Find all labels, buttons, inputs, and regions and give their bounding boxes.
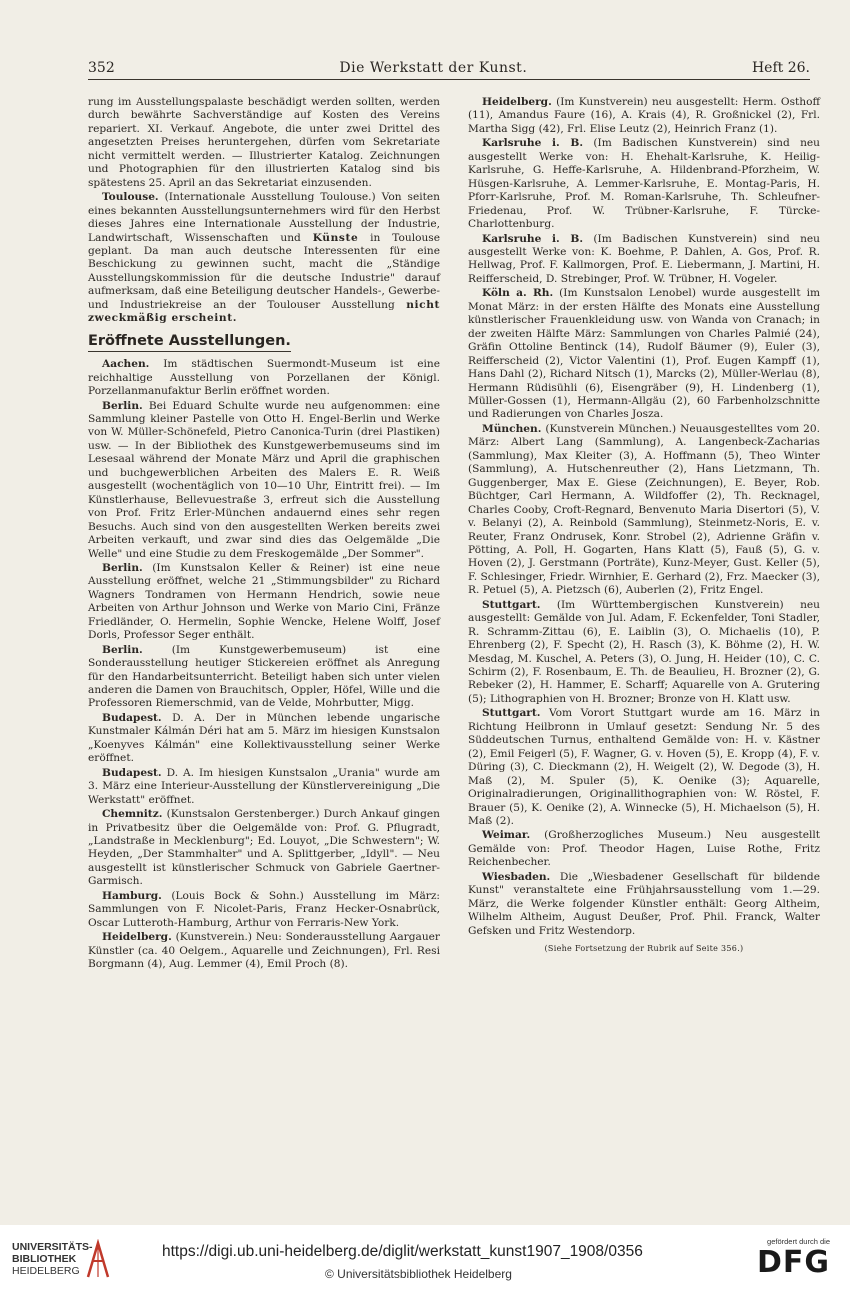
entry-stuttgart: Stuttgart. (Im Württembergischen Kunstverein) neu ausgestellt: Gemälde von Jul. Adam, F. Eckenfelder, Toni Stadler, R. Schramm-Zittau (6), E. Laiblin (3), O. Michaelis (10), P. Ehrenberg (2), F. Specht (2), H. Rasch (3), K. Böhme (2), H. W. Mesdag, M. Kuschel, A. Peters (3), O. Jung, H. Heider (10), C. C. Schirm (2), F. Rosenbaum, E. Th. de Beaulieu, H. Brozner (2), G. Rebeker (2), H. Hammer, E. Scharff; Aquarelle von A. Grutering (5); Lithographien von H. Brozner; Bronze von H. Klatt usw. (468, 598, 820, 705)
paragraph: rung im Ausstellungspalaste beschädigt werden sollten, werden durch bewährte Sachverständige auf Kosten des Vereins repariert. XI. Verkauf. Angebote, die unter zwei Drittel des angesetzten Preises heruntergehen, dürfen vom Sekretariate nicht vermittelt werden. — Illustrierter Katalog. Zeichnungen und Photographien für den illustrierten Katalog sind bis spätestens 25. April an das Sekretariat einzusenden. (88, 96, 440, 189)
entry-stuttgart: Stuttgart. Vom Vorort Stuttgart wurde am 16. März in Richtung Heilbronn in Umlauf gesetzt: Sendung Nr. 5 des Süddeutschen Turnus, enthaltend Gemälde von: H. v. Kästner (2), Emil Feigerl (5), F. Wagner, G. v. Hoven (5), E. Kropp (4), F. v. Düring (3), C. Dieckmann (2), H. Weigelt (2), W. Degode (3), H. Maß (2), M. Spuler (5), K. Oenike (3); Aquarelle, Originalradierungen, Originallithographien von: W. Röstel, F. Brauer (5), K. Oenike (2), A. Winnecke (5), H. Michaelson (5), H. Maß (2). (468, 707, 820, 828)
issue-number: Heft 26. (751, 60, 810, 76)
journal-title: Die Werkstatt der Kunst. (339, 60, 528, 76)
continuation-note: (Siehe Fortsetzung der Rubrik auf Seite 356.) (544, 944, 744, 954)
entry-weimar: Weimar. (Großherzogliches Museum.) Neu ausgestellt Gemälde von: Prof. Theodor Hagen, Luise Rothe, Fritz Reichenbecher. (468, 829, 820, 869)
entry-berlin: Berlin. (Im Kunstgewerbemuseum) ist eine Sonderausstellung heutiger Stickereien eröffnet als Anregung für den Handarbeitsunterricht. Beteiligt haben sich unter vielen anderen die Damen von Brauchitsch, Oppler, Höfel, Wille und die Professoren Riemerschmid, van de Velde, Mohrbutter, Migg. (88, 643, 440, 710)
viewer-footer (0, 1225, 850, 1292)
entry-toulouse: Toulouse. (Internationale Ausstellung Toulouse.) Von seiten eines bekannten Ausstellungsunternehmers wird für den Herbst dieses Jahres eine Internationale Ausstellung der Industrie, Landwirtschaft, Wissenschaften und Künste in Toulouse geplant. Da man auch deutsche Interessenten für eine Beschickung zu gewinnen sucht, macht die „Ständige Ausstellungskommission für die deutsche Industrie" darauf aufmerksam, daß eine Beteiligung deutscher Handels-, Gewerbe- und Industriekreise an der Toulouser Ausstellung nicht zweckmäßig erscheint. (88, 191, 440, 325)
section-title: Eröffnete Ausstellungen. (88, 335, 291, 352)
permalink-url[interactable]: https://digi.ub.uni-heidelberg.de/diglit/werkstatt_kunst1907_1908/0356 (162, 1243, 643, 1260)
entry-muenchen: München. (Kunstverein München.) Neuausgestelltes vom 20. März: Albert Lang (Sammlung), A. Langenbeck-Zacharias (Sammlung), Max Kleiter (3), A. Hoffmann (5), Theo Winter (Sammlung), A. Hutschenreuther (2), Hans Lietzmann, Th. Guggenberger, Max E. Giese (Zeichnungen), E. Beyer, Rob. Büchtger, Carl Hermann, A. Wildfoffer (2), Th. Recknagel, Charles Cooby, Croft-Regnard, Benvenuto Maria Disertori (5), V. v. Belanyi (2), A. Reinbold (Sammlung), Steinmetz-Noris, E. v. Reuter, Franz Ondrusek, Konr. Strobel (2), Adrienne Gräfin v. Pötting, A. Poll, H. Gogarten, Hans Klatt (5), Fauß (5), G. v. Hoven (2), J. Gerstmann (Porträte), Kunz-Meyer, Gust. Keller (5), F. Schlesinger, Friedr. Wirnhier, E. Gerhard (2), Frz. Maecker (3), R. Petuel (5), A. Pietzsch (6), Auberlen (2), Fritz Engel. (468, 422, 820, 597)
entry-berlin: Berlin. Bei Eduard Schulte wurde neu aufgenommen: eine Sammlung kleiner Pastelle von Otto H. Engel-Berlin und Werke von W. Müller-Schönefeld, Pietro Canonica-Turin (drei Plastiken) usw. — In der Bibliothek des Kunstgewerbemuseums sind im Lesesaal während der Monate März und April die graphischen und buchgewerblichen Arbeiten des Malers E. R. Weiß ausgestellt (wochentäglich von 10—10 Uhr, Eintritt frei). — Im Künstlerhause, Bellevuestraße 3, erfreut sich die Ausstellung von Prof. Fritz Erler-München andauernd eines sehr regen Besuchs. Auch sind von den ausgestellten Werken bereits zwei Arbeiten verkauft, und zwar sind dies das Oelgemälde „Die Welle" und eine Studie zu dem Freskogemälde „Der Sommer". (88, 399, 440, 560)
entry-aachen: Aachen. Im städtischen Suermondt-Museum ist eine reichhaltige Ausstellung von Porzellanen der Königl. Porzellanmanufaktur Berlin eröffnet worden. (88, 358, 440, 398)
copyright-notice: © Universitätsbibliothek Heidelberg (325, 1267, 512, 1281)
entry-budapest: Budapest. D. A. Im hiesigen Kunstsalon „Urania" wurde am 3. März eine Interieur-Ausstellung der Künstlervereinigung „Die Werkstatt" eröffnet. (88, 766, 440, 806)
entry-chemnitz: Chemnitz. (Kunstsalon Gerstenberger.) Durch Ankauf gingen in Privatbesitz über die Oelgemälde von: Prof. G. Pflugradt, „Landstraße in Mecklenburg"; Ed. Louyot, „Die Schwestern"; W. Heyden, „Der Stammhalter" und A. Splittgerber, „Idyll". — Neu ausgestellt ist künstlerischer Schmuck von Gabriele Gaertner-Garmisch. (88, 808, 440, 888)
right-column (468, 96, 820, 956)
page-number: 352 (88, 60, 115, 76)
library-emblem-icon (84, 1239, 112, 1279)
entry-heidelberg: Heidelberg. (Kunstverein.) Neu: Sonderausstellung Aargauer Künstler (ca. 40 Oelgem., Aquarelle und Zeichnungen), Frl. Resi Borgmann (4), Aug. Lemmer (4), Emil Proch (8). (88, 931, 440, 971)
entry-heidelberg: Heidelberg. (Im Kunstverein) neu ausgestellt: Herm. Osthoff (11), Amandus Faure (16), A. Krais (4), R. Großnickel (2), Frl. Martha Sigg (42), Frl. Elise Leutz (2), Heinrich Franz (1). (468, 96, 820, 135)
entry-berlin: Berlin. (Im Kunstsalon Keller & Reiner) ist eine neue Ausstellung eröffnet, welche 21 „Stimmungsbilder" zu Richard Wagners Tondramen von Hermann Hendrich, sowie neue Arbeiten von Arthur Johnson und Werke von Mario Cini, Fränze Friedländer, O. Hermelin, Sophie Wencke, Helene Wolff, Josef Dorls, Professor Seger enthält. (88, 561, 440, 642)
entry-karlsruhe: Karlsruhe i. B. (Im Badischen Kunstverein) sind neu ausgestellt Werke von: H. Ehehalt-Karlsruhe, K. Heilig-Karlsruhe, G. Heffe-Karlsruhe, A. Hildenbrand-Pforzheim, W. Hüsgen-Karlsruhe, A. Lemmer-Karlsruhe, E. Montag-Paris, H. Pforr-Karlsruhe, Prof. M. Roman-Karlsruhe, Th. Schleufner-Friedenau, Prof. W. Trübner-Karlsruhe, F. Türcke-Charlottenburg. (468, 137, 820, 231)
entry-hamburg: Hamburg. (Louis Bock & Sohn.) Ausstellung im März: Sammlungen von F. Nicolet-Paris, Franz Hecker-Osnabrück, Oscar Lutteroth-Hamburg, Arthur von Ferraris-New York. (88, 889, 441, 929)
left-column (88, 96, 440, 973)
page-header (88, 52, 810, 80)
library-logo[interactable]: UNIVERSITÄTS- BIBLIOTHEK HEIDELBERG (12, 1241, 93, 1277)
dfg-logo[interactable]: gefördert durch die DFG (756, 1237, 830, 1280)
entry-koeln: Köln a. Rh. (Im Kunstsalon Lenobel) wurde ausgestellt im Monat März: in der ersten Hälfte des Monats eine Ausstellung künstlerischer Frauenkleidung usw. von Wanda von Cranach; in der zweiten Hälfte März: Sammlungen von Charles Palmié (24), Gräfin Ottoline Bentinck (14), Rudolf Bäumer (9), Euler (3), Reifferscheid (2), Victor Valentini (1), Prof. Eugen Kampff (1), Hans Dahl (2), Richard Nitsch (1), Marcks (2), Müller-Werlau (8), Hermann Rüdisühli (6), Eisengräber (9), H. Lindenberg (1), Müller-Gossen (1), Hermann-Allgäu (2), 60 Farbenholzschnitte und Radierungen von Charles Josza. (468, 287, 821, 421)
entry-wiesbaden: Wiesbaden. Die „Wiesbadener Gesellschaft für bildende Kunst" veranstaltete eine Frühjahrsausstellung vom 1.—29. März, die Werke folgender Künstler enthält: Georg Altheim, Wilhelm Altheim, August Deußer, Prof. Phil. Franck, Walter Gefsken und Fritz Westendorp. (468, 870, 820, 937)
city-heading: Toulouse. (102, 191, 159, 204)
entry-karlsruhe: Karlsruhe i. B. (Im Badischen Kunstverein) sind neu ausgestellt Werke von: K. Boehme, P. Dahlen, A. Gos, Prof. R. Hellwag, Prof. F. Kallmorgen, Prof. E. Liebermann, J. Martini, H. Reifferscheid, D. Strebinger, Prof. W. Trübner, H. Vogeler. (468, 232, 820, 285)
entry-budapest: Budapest. D. A. Der in München lebende ungarische Kunstmaler Kálmán Déri hat am 5. März im hiesigen Kunstsalon „Koenyves Kálmán" eine Kollektivausstellung seiner Werke eröffnet. (88, 711, 440, 765)
